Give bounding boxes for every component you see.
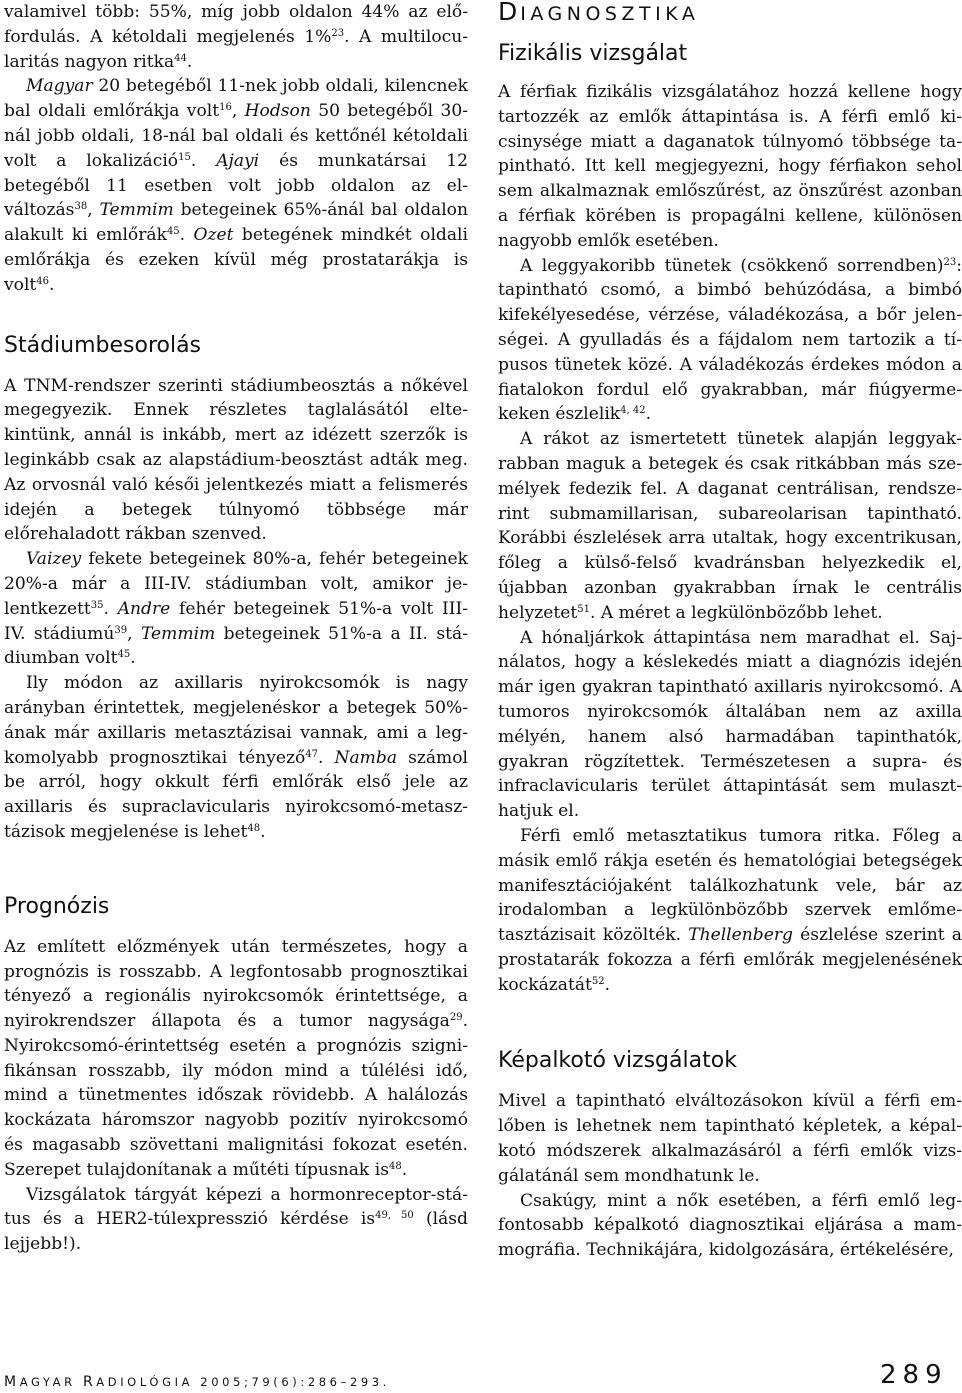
paragraph-imaging: Mivel a tapintható elváltozásokon kívül a férfi emlőben is lehetnek nem tapintható képletek, a képalkotó módszerek alkalmazásáról a férfi emlők vizsgálatánál sem mondhatunk le. (498, 1091, 962, 1186)
heading-fizikalis-vizsgalat: Fizikális vizsgálat (498, 41, 688, 66)
paragraph-hormonreceptor: Vizsgálatok tárgyát képezi a hormonreceptor-státus és a HER2-túlexpresszió kérdése is$^{49, 50}$ (lásd lejjebb!). (4, 1184, 468, 1255)
heading-prognozis: Prognózis (4, 893, 110, 919)
paragraph-mammography: Csakúgy, mint a nők esetében, a férfi emlő legfontosabb képalkotó diagnosztikai eljárása a mammográfia. Technikájára, kidolgozására, értékelésére, (498, 1190, 962, 1261)
paragraph-metastatic: Férfi emlő metasztatikus tumora ritka. Főleg a másik emlő rákja esetén és hematológiai betegségek manifesztációjaként találkozhatunk vele, bár az irodalomban a legkülönbözőbb szervek emlőmetasztázisait közölték. Thellenberg észlelése szerint a prostatarák fokozza a férfi emlőrák megjelenésének kockázatát$^{52}$. (498, 825, 962, 995)
paragraph-continuation: valamivel több: 55%, míg jobb oldalon 44% az előfordulás. A kétoldali megjelenés 1%$^{23}$. A multilocularitás nagyon ritka$^{44}$. (4, 2, 468, 72)
paragraph-prognosis: Az említett előzmények után természetes, hogy a prognózis is rosszabb. A legfontosabb prognosztikai tényező a regionális nyirokcsomók érintettsége, a nyirokrendszer állapota és a tumor nagysága$^{29}$. Nyirokcsomó-érintettség esetén a prognózis szignifikánsan rosszabb, ily módon mind a túlélési idő, mind a tünetmentes időszak rövidebb. A halálozás kockázata háromszor nagyobb pozitív nyirokcsomó és magasabb szövettani malignitási fokozat esetén. Szerepet tulajdonítanak a műtéti típusnak $is^{48}$. (4, 936, 468, 1180)
right-column (498, 0, 962, 1263)
heading-stadiumbesorolas: Stádiumbesorolás (4, 332, 202, 358)
page-number: 289 (880, 1360, 948, 1390)
paragraph-axillaris: Ily módon az axillaris nyirokcsomók is nagy arányban érintettek, megjelenéskor a betegek 50%-ának már axillaris metasztázisai vannak, ami a legkomolyabb prognosztikai tényező$^{47}$. Namba számol be arról, hogy okkult férfi emlőrák első jele az axillaris és supraclavicularis nyirokcsomó-metasztázisok megjelenése is lehet$^{48}$. (4, 673, 468, 842)
paragraph-physical-exam: A férfiak fizikális vizsgálatához hozzá kellene hogy tartozzék az emlők áttapintása is. A férfi emlő kicsinysége miatt a daganatok túlnyomó többsége tapintható. Itt kell megjegyezni, hogy férfiakon sehol sem alkalmaznak emlőszűrést, az önszűrést azonban a férfiak körében is propagálni kellene, különösen nagyobb emlők esetében. (498, 82, 962, 251)
paragraph-laterality: Magyar 20 betegéből 11-nek jobb oldali, kilencnek bal oldali emlőrákja volt$^{16}$, Hodson 50 betegéből 30-nál jobb oldali, 18-nál bal oldali és kettőnél kétoldali volt a lokalizáció$^{15}$. Ajayi és munkatársai 12 betegéből 11 esetben volt jobb oldalon az elváltozás$^{38}$, Temmim betegeinek 65%-ánál bal oldalon alakult ki emlőrák$^{45}$. Ozet betegének mindkét oldali emlőrákja és ezeken kívül még prostatarákja is volt$^{46}$. (4, 76, 468, 295)
paragraph-symptoms: A leggyakoribb tünetek (csökkenő sorrendben)$^{23}$: tapintható csomó, a bimbó behúzódása, a bimbó kifekélyesedése, vérzése, váladékozása, a bőr jelenségei. A gyulladás és a fájdalom nem tartozik a típusos tünetek közé. A váladékozás érdekes módon a fiatalokon fordul elő gyakrabban, már fiúgyermekeken észlelik$^{4, 42}$. (498, 255, 962, 425)
journal-footer: MAGYAR RADIOLÓGIA 2005;79(6):286–293. (4, 1374, 390, 1390)
left-column (4, 0, 468, 1257)
paragraph-axilla-palpation: A hónaljárkok áttapintása nem maradhat el. Sajnálatos, hogy a késlekedés miatt a diagnózis idején már igen gyakran tapintható axillaris nyirokcsomó. A tumoros nyirokcsomók általában nem az axilla mélyén, hanem alsó harmadában tapinthatók, gyakran rögzítettek. Természetesen a supra- és infraclavicularis terület áttapintását sem mulaszthatjuk el. (498, 627, 962, 822)
section-label-diagnosztika: DIAGNOSZTIKA (498, 0, 700, 26)
paragraph-detection: A rákot az ismertetett tünetek alapján leggyakrabban maguk a betegek és csak ritkábban más személyek fedezik fel. A daganat centrálisan, rendszerint submamillarisan, subareolarisan tapintható. Korábbi észlelések arra utaltak, hogy excentrikusan, főleg a külső-felső kvadránsban helyezkedik el, újabban azonban gyakrabban írnak le centrális helyzetet$^{51}$. A méret a legkülönbözőbb lehet. (498, 429, 962, 623)
heading-kepalkoto-vizsgalatok: Képalkotó vizsgálatok (498, 1048, 737, 1074)
paragraph-vaizey: Vaizey fekete betegeinek 80%-a, fehér betegeinek 20%-a már a III-IV. stádiumban volt, amikor jelentkezett$^{35}$. Andre fehér betegeinek 51%-a volt III-IV. stádiumú$^{39}$, Temmim betegeinek 51%-a a II. stádiumban volt$^{45}$. (4, 549, 468, 669)
paragraph-tnm: A TNM-rendszer szerinti stádiumbeosztás a nőkével megegyezik. Ennek részletes taglalásától eltekintünk, annál is inkább, mert az idézett szerzők is leginkább csak az alapstádium-beosztást adták meg. Az orvosnál való késői jelentkezés miatt a felismerés idején a betegek túlnyomó többsége már előrehaladott rákban szenved. (4, 375, 468, 545)
